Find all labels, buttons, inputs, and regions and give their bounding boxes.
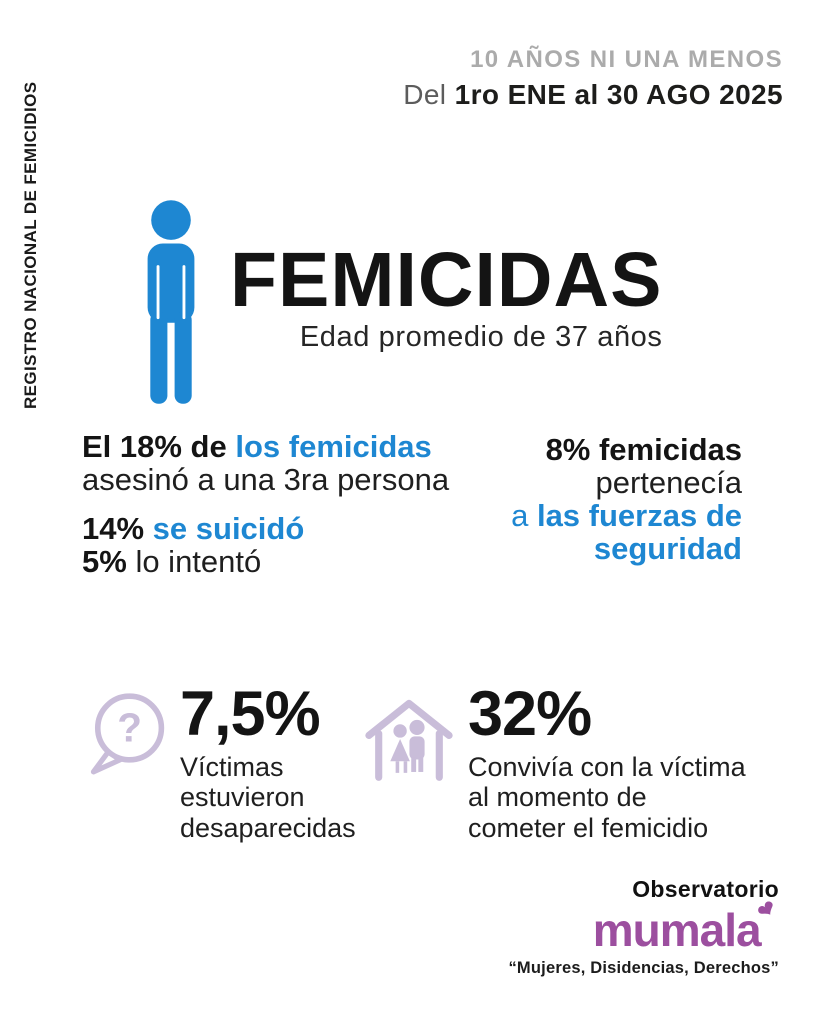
registry-vertical-label: REGISTRO NACIONAL DE FEMICIDIOS [21,81,40,409]
observatory-label: Observatorio [632,876,779,902]
date-range [403,79,783,111]
stat-label-line: Víctimas [180,751,284,782]
stat-line: seguridad [593,531,742,567]
footer [508,876,782,978]
hero-subtitle: Edad promedio de 37 años [299,321,663,354]
card-text [180,679,356,843]
stat-card-cohabitation [360,679,746,843]
stat-label-line: cometer el femicidio [468,812,709,843]
hero-text [230,237,663,354]
stat-text-blue: los femicidas [235,429,432,464]
stat-line: pertenecía [595,465,742,501]
stat-value: 32% [468,679,592,749]
stat-card-disappeared [84,679,356,843]
date-prefix: Del [403,79,447,110]
stat-text-blue-regular: a [511,498,529,534]
spacer [82,496,449,512]
stat-label [468,752,746,844]
stats-block-right [511,433,742,566]
stat-label [180,752,356,844]
hero-section [126,198,663,406]
date-value: 1ro ENE al 30 AGO 2025 [454,79,783,110]
stat-label-line: estuvieron [180,782,305,813]
stat-label-line: desaparecidas [180,812,356,843]
stat-text-blue-bold: las fuerzas de [536,498,742,534]
question-mark-glyph: ? [117,704,142,751]
male-figure-icon [126,198,216,406]
stat-line: 8% femicidas [545,432,742,467]
stats-block-left [82,430,449,579]
stat-text-regular: lo intentó [135,544,262,580]
footer-tagline: “Mujeres, Disidencias, Derechos” [508,959,779,977]
stat-line [511,499,742,532]
stat-line [82,512,449,545]
stat-text-blue: se suicidó [152,511,305,547]
stat-line: asesinó a una 3ra persona [82,462,450,498]
stat-label-line: Convivía con la víctima [468,751,746,782]
stat-value: 7,5% [180,679,320,749]
stat-line [82,430,449,463]
card-text [468,679,746,843]
campaign-title: 10 AÑOS NI UNA MENOS [470,46,783,73]
header [403,46,783,111]
heart-accent-icon: ❤ [751,894,782,926]
stat-line [82,545,449,578]
stat-text-black: 5% [82,544,127,580]
question-bubble-icon [84,686,170,782]
stat-text-black: 14% [82,511,145,547]
mumala-logo [508,894,782,956]
house-family-icon [360,694,458,784]
stat-text-black: El 18% de [82,429,227,464]
mumala-logo-text: mumala [592,904,761,956]
stat-label-line: al momento de [468,782,647,813]
page-title: FEMICIDAS [230,237,663,323]
